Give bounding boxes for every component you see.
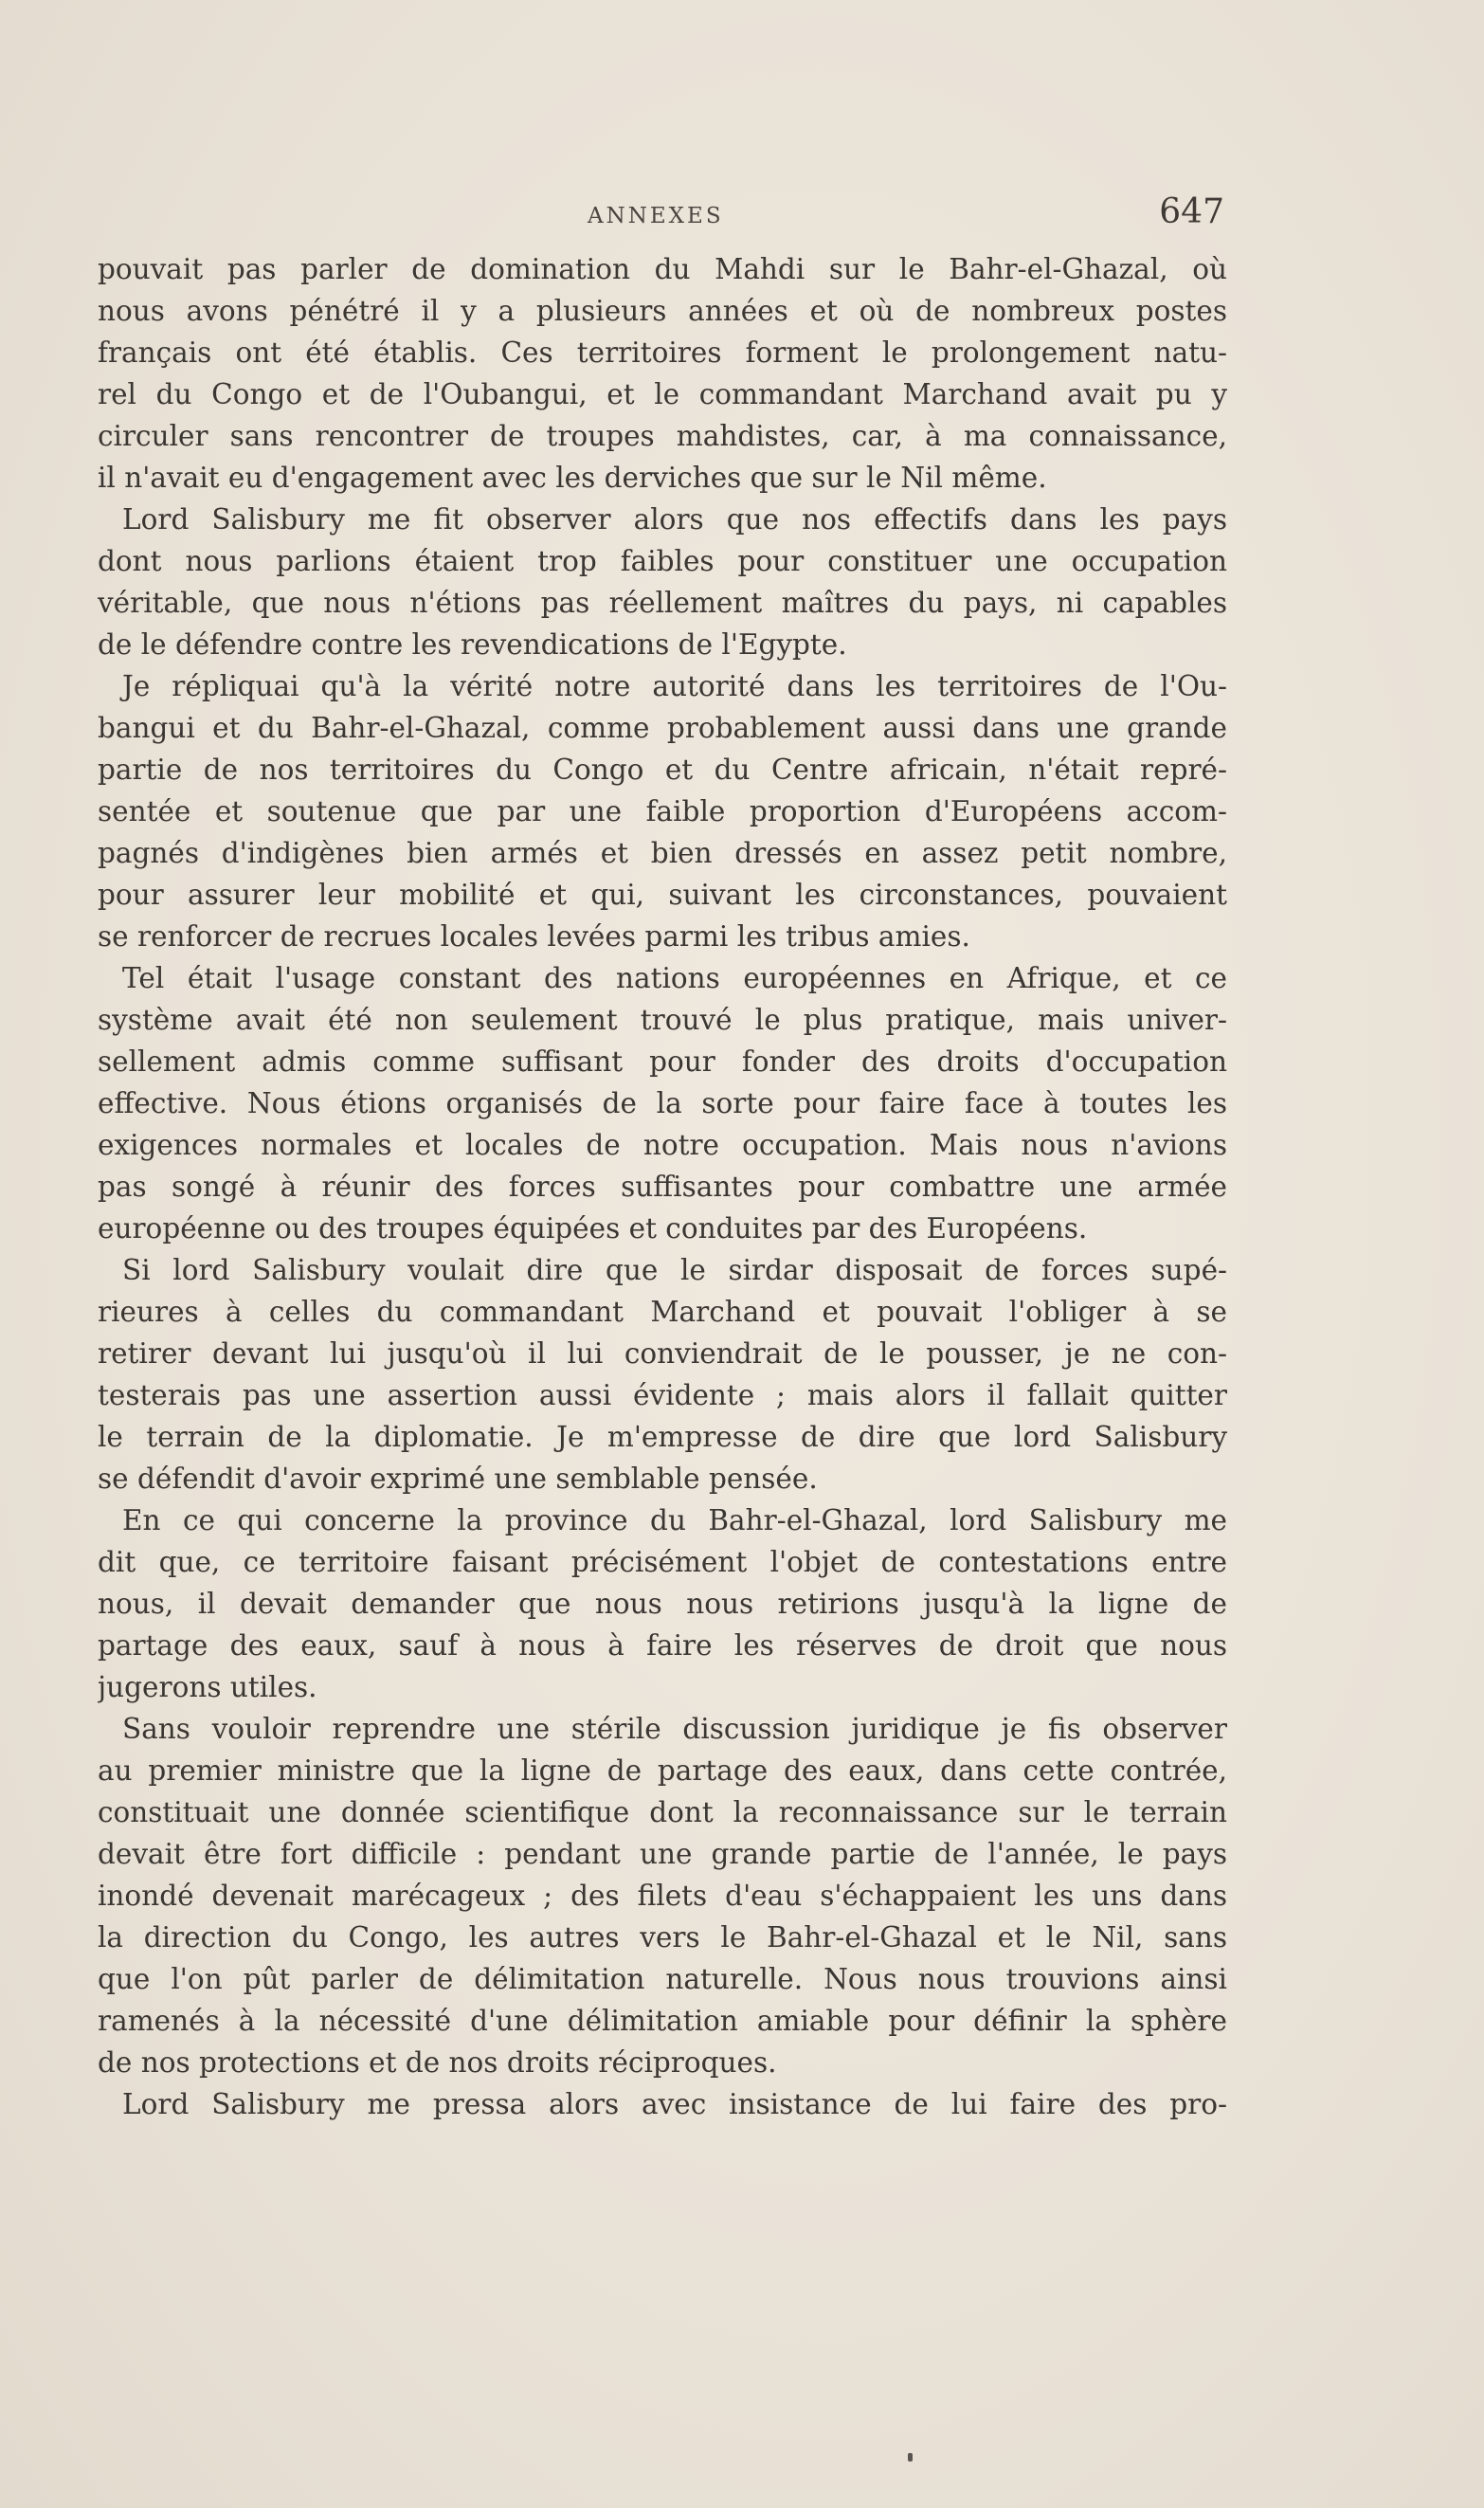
- text-line: sentée et soutenue que par une faible proportion d'Européens accom-: [98, 795, 1227, 827]
- text-line: pas songé à réunir des forces suffisantes pour combattre une armée: [98, 1171, 1227, 1203]
- text-line: système avait été non seulement trouvé le plus pratique, mais univer-: [98, 1004, 1227, 1036]
- text-line: véritable, que nous n'étions pas réellement maîtres du pays, ni capables: [98, 587, 1227, 619]
- text-line: rieures à celles du commandant Marchand et pouvait l'obliger à se: [98, 1296, 1227, 1328]
- text-line: il n'avait eu d'engagement avec les derviches que sur le Nil même.: [98, 462, 1047, 494]
- text-line: Je répliquai qu'à la vérité notre autorité dans les territoires de l'Ou-: [122, 670, 1227, 702]
- text-line: nous avons pénétré il y a plusieurs années et où de nombreux postes: [98, 295, 1227, 327]
- text-line: bangui et du Bahr-el-Ghazal, comme probablement aussi dans une grande: [98, 712, 1227, 744]
- text-line: nous, il devait demander que nous nous retirions jusqu'à la ligne de: [98, 1588, 1227, 1620]
- text-line: rel du Congo et de l'Oubangui, et le commandant Marchand avait pu y: [98, 378, 1227, 410]
- text-line: se renforcer de recrues locales levées parmi les tribus amies.: [98, 920, 970, 953]
- text-line: jugerons utiles.: [98, 1671, 317, 1703]
- text-line: pouvait pas parler de domination du Mahdi sur le Bahr-el-Ghazal, où: [98, 253, 1227, 285]
- text-line: constituait une donnée scientifique dont la reconnaissance sur le terrain: [98, 1796, 1227, 1828]
- text-line: Lord Salisbury me fit observer alors que nos effectifs dans les pays: [122, 503, 1227, 536]
- text-line: se défendit d'avoir exprimé une semblable pensée.: [98, 1463, 818, 1495]
- text-line: circuler sans rencontrer de troupes mahdistes, car, à ma connaissance,: [98, 420, 1227, 452]
- text-line: effective. Nous étions organisés de la sorte pour faire face à toutes les: [98, 1087, 1227, 1119]
- text-line: européenne ou des troupes équipées et conduites par des Européens.: [98, 1212, 1088, 1245]
- ink-speck: [908, 2453, 913, 2462]
- text-line: Sans vouloir reprendre une stérile discussion juridique je fis observer: [122, 1713, 1227, 1745]
- body-text: [98, 248, 1227, 2125]
- page-header: [588, 192, 1224, 240]
- text-line: ramenés à la nécessité d'une délimitation amiable pour définir la sphère: [98, 2005, 1227, 2037]
- text-line: pour assurer leur mobilité et qui, suivant les circonstances, pouvaient: [98, 879, 1227, 911]
- running-head: ANNEXES: [588, 204, 724, 228]
- text-line: testerais pas une assertion aussi évidente ; mais alors il fallait quitter: [98, 1379, 1227, 1411]
- text-line: le terrain de la diplomatie. Je m'empresse de dire que lord Salisbury: [98, 1421, 1227, 1453]
- text-line: retirer devant lui jusqu'où il lui conviendrait de le pousser, je ne con-: [98, 1337, 1227, 1370]
- text-line: au premier ministre que la ligne de partage des eaux, dans cette contrée,: [98, 1754, 1227, 1787]
- text-line: français ont été établis. Ces territoires forment le prolongement natu-: [98, 336, 1227, 369]
- text-line: Tel était l'usage constant des nations européennes en Afrique, et ce: [122, 962, 1227, 994]
- text-line: partage des eaux, sauf à nous à faire les réserves de droit que nous: [98, 1629, 1227, 1662]
- text-line: pagnés d'indigènes bien armés et bien dressés en assez petit nombre,: [98, 837, 1227, 869]
- text-line: Si lord Salisbury voulait dire que le sirdar disposait de forces supé-: [122, 1254, 1227, 1286]
- text-line: En ce qui concerne la province du Bahr-el-Ghazal, lord Salisbury me: [122, 1504, 1227, 1536]
- text-line: sellement admis comme suffisant pour fonder des droits d'occupation: [98, 1045, 1227, 1078]
- text-line: partie de nos territoires du Congo et du Centre africain, n'était repré-: [98, 754, 1227, 786]
- text-line: dont nous parlions étaient trop faibles pour constituer une occupation: [98, 545, 1227, 577]
- text-line: dit que, ce territoire faisant précisément l'objet de contestations entre: [98, 1546, 1227, 1578]
- text-line: la direction du Congo, les autres vers le Bahr-el-Ghazal et le Nil, sans: [98, 1921, 1227, 1954]
- text-line: Lord Salisbury me pressa alors avec insistance de lui faire des pro-: [122, 2088, 1227, 2120]
- text-line: de le défendre contre les revendications de l'Egypte.: [98, 628, 847, 661]
- text-line: que l'on pût parler de délimitation naturelle. Nous nous trouvions ainsi: [98, 1963, 1227, 1995]
- text-line: devait être fort difficile : pendant une grande partie de l'année, le pays: [98, 1838, 1227, 1870]
- text-line: de nos protections et de nos droits réciproques.: [98, 2046, 777, 2079]
- text-line: inondé devenait marécageux ; des filets d'eau s'échappaient les uns dans: [98, 1880, 1227, 1912]
- text-line: exigences normales et locales de notre occupation. Mais nous n'avions: [98, 1129, 1227, 1161]
- page-number: 647: [1159, 192, 1224, 231]
